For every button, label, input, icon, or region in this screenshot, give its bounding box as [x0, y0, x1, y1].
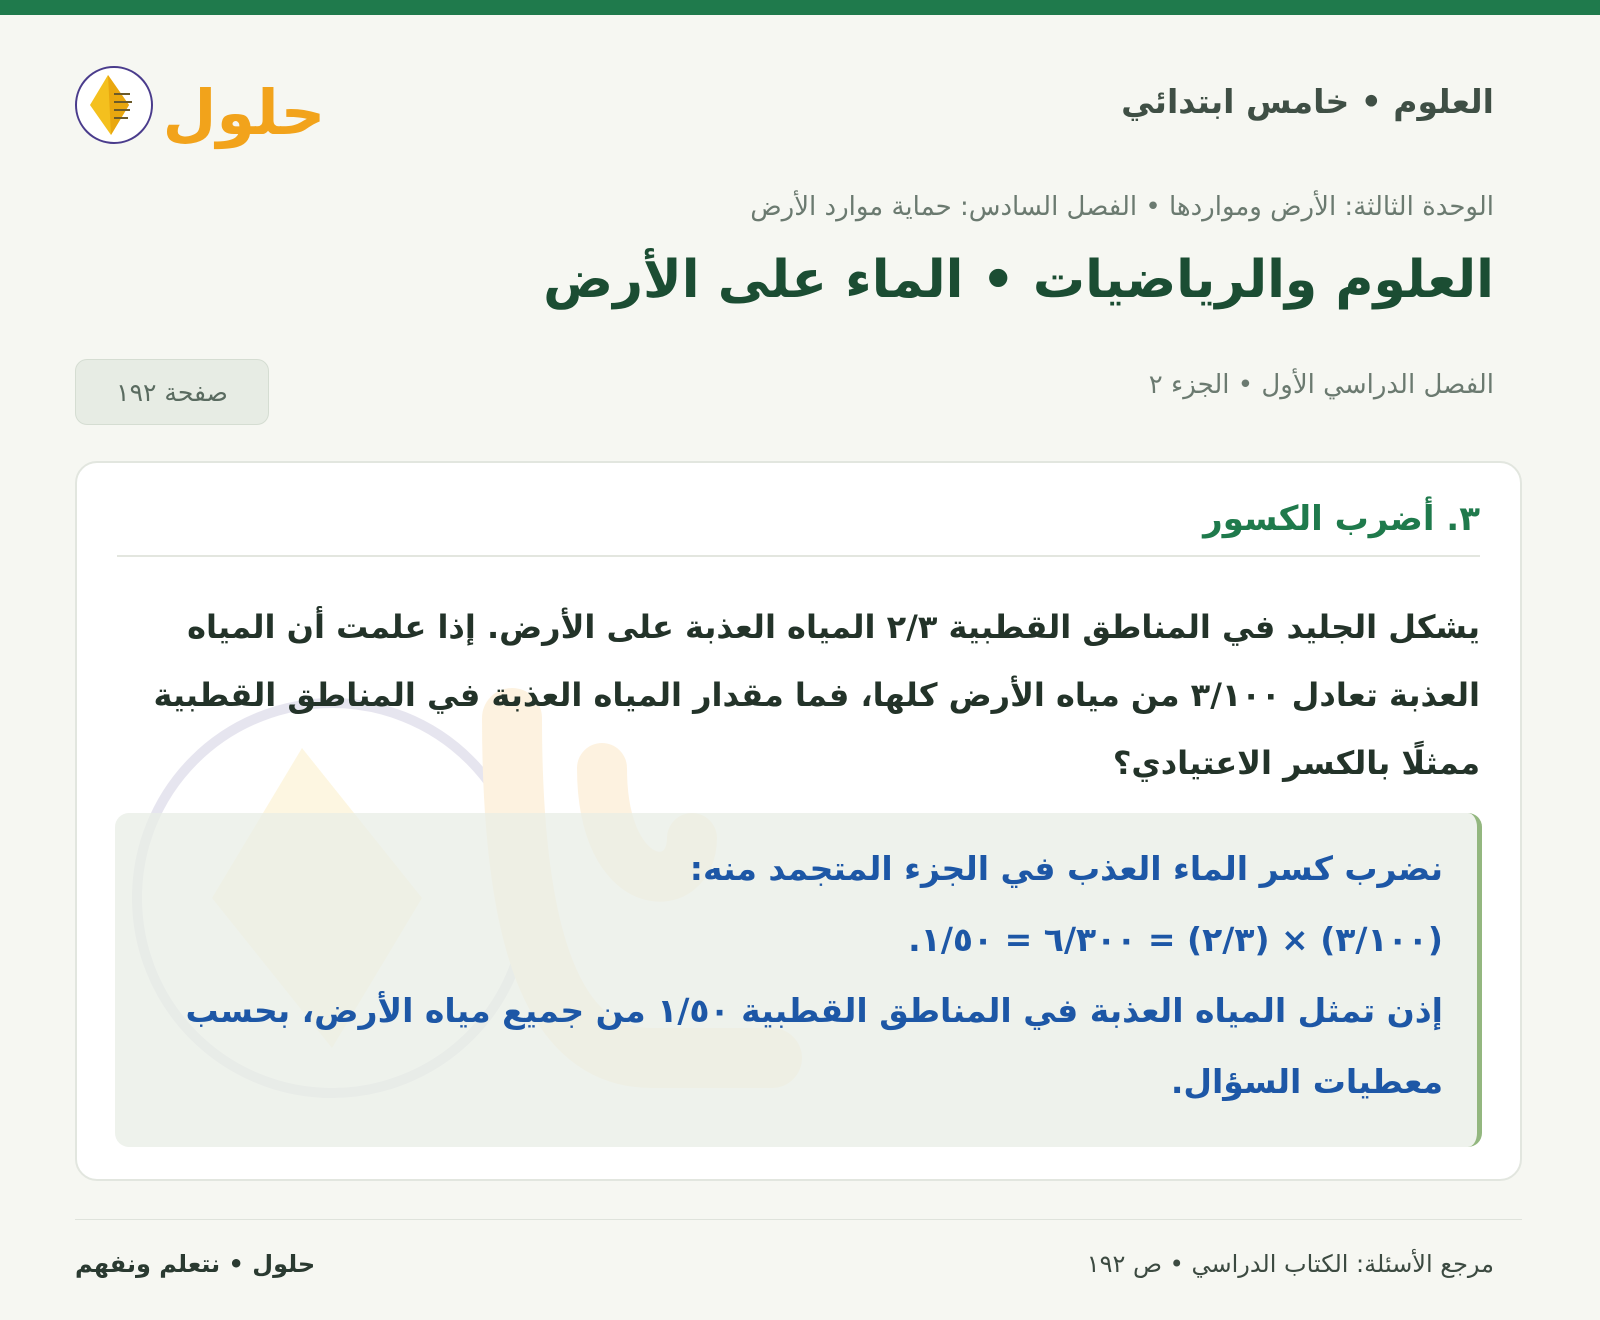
question-card — [75, 461, 1522, 1181]
subject-grade: العلوم • خامس ابتدائي — [1121, 82, 1494, 121]
top-accent-bar — [0, 0, 1600, 15]
answer-line-intro: نضرب كسر الماء العذب في الجزء المتجمد منه: — [689, 849, 1443, 888]
page-number-badge: صفحة ١٩٢ — [75, 359, 269, 425]
logo-text: حلول — [162, 76, 326, 149]
question-text: يشكل الجليد في المناطق القطبية ٢/٣ المياه العذبة على الأرض. إذا علمت أن المياه العذبة تعادل ٣/١٠٠ من مياه الأرض كلها، فما مقدار المياه العذبة في المناطق القطبية ممثلًا بالكسر الاعتيادي؟ — [153, 608, 1480, 782]
term-info: الفصل الدراسي الأول • الجزء ٢ — [1148, 370, 1494, 400]
book-logo-icon — [74, 56, 334, 156]
answer-box — [115, 813, 1482, 1147]
footer-reference: مرجع الأسئلة: الكتاب الدراسي • ص ١٩٢ — [1086, 1250, 1494, 1278]
page-title: العلوم والرياضيات • الماء على الأرض — [543, 250, 1494, 310]
breadcrumb: الوحدة الثالثة: الأرض ومواردها • الفصل السادس: حماية موارد الأرض — [750, 192, 1494, 222]
footer-brand: حلول • نتعلم ونفهم — [75, 1250, 316, 1278]
answer-line-conclusion: إذن تمثل المياه العذبة في المناطق القطبية ١/٥٠ من جميع مياه الأرض، بحسب معطيات السؤال. — [185, 991, 1443, 1101]
footer-divider — [75, 1219, 1522, 1220]
brand-logo[interactable] — [74, 56, 334, 156]
answer-line-equation: (٣/١٠٠) × (٢/٣) = ٦/٣٠٠ = ١/٥٠. — [908, 920, 1443, 959]
question-title: ٣. أضرب الكسور — [117, 499, 1480, 557]
